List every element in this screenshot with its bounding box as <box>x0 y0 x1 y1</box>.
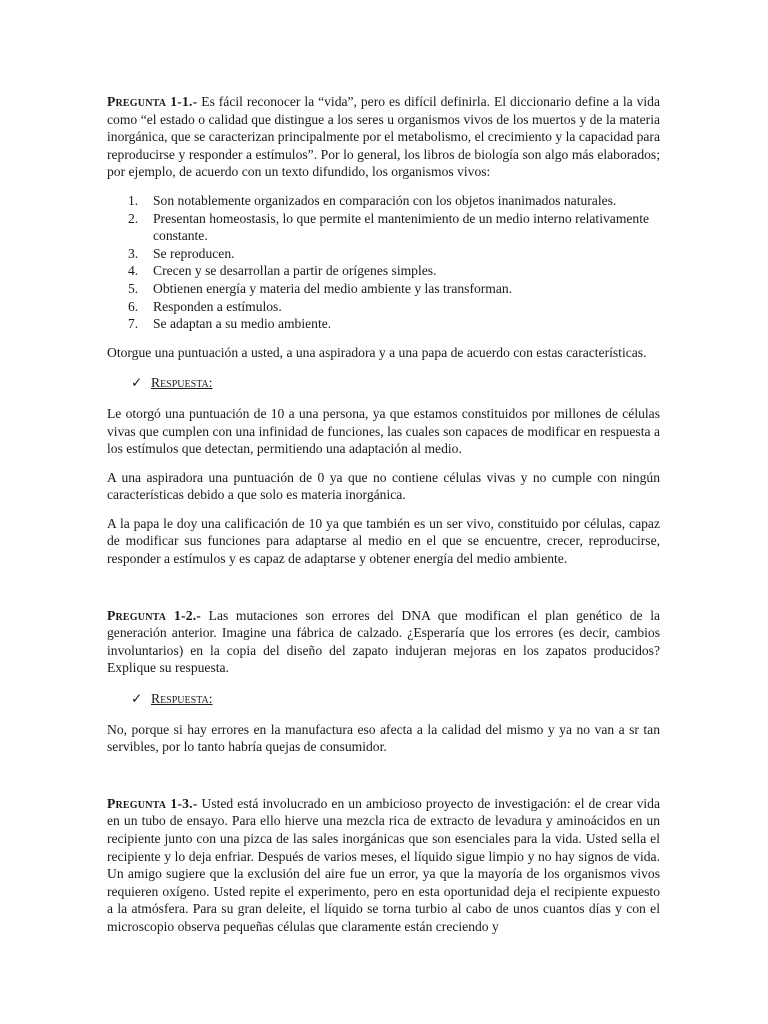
answer-paragraph: A una aspiradora una puntuación de 0 ya que no contiene células vivas y no cumple con ningún características debido a que solo es materia inorgánica. <box>107 469 660 503</box>
list-text: Crecen y se desarrollan a partir de orígenes simples. <box>153 263 437 279</box>
list-item <box>128 192 660 210</box>
list-item <box>128 280 660 298</box>
list-item <box>128 262 660 280</box>
list-number: 5. <box>128 280 139 296</box>
list-text: Presentan homeostasis, lo que permite el mantenimiento de un medio interno relativamente constante. <box>153 210 650 244</box>
question-label: Pregunta 1-2.- <box>107 607 202 623</box>
question-label: Pregunta 1-1.- <box>107 94 198 109</box>
answer-heading <box>107 374 660 392</box>
list-text: Se reproducen. <box>153 245 235 261</box>
question-text: Las mutaciones son errores del DNA que modifican el plan genético de la generación anterior. Imagine una fábrica de calzado. ¿Esperaría que los errores (es decir, cambios involuntarios) en la copia del diseño del zapato indujeran mejoras en los zapatos producidos? Explique su respuesta. <box>107 607 661 676</box>
list-item <box>128 245 660 263</box>
check-icon: ✓ <box>131 691 143 707</box>
list-text: Se adaptan a su medio ambiente. <box>153 316 332 332</box>
list-number: 2. <box>128 210 139 226</box>
list-text: Son notablemente organizados en comparación con los objetos inanimados naturales. <box>153 192 617 208</box>
question-1-2 <box>107 607 660 677</box>
answer-paragraph: A la papa le doy una calificación de 10 ya que también es un ser vivo, constituido por células, capaz de modificar sus funciones para adaptarse al medio en el que se encuentre, crecer, reproducirse, responder a estímulos y es capaz de adaptarse y obtener energía del medio ambiente. <box>107 515 660 567</box>
list-number: 3. <box>128 245 139 261</box>
list-item <box>128 298 660 316</box>
answer-paragraph: Le otorgó una puntuación de 10 a una persona, ya que estamos constituidos por millones de células vivas que cumplen con una infinidad de funciones, las cuales son capaces de modificar en respuesta a los estímulos que detectan, permitiendo una adaptación al medio. <box>107 405 660 457</box>
check-icon: ✓ <box>131 375 143 391</box>
question-label: Pregunta 1-3.- <box>107 795 198 811</box>
answer-heading <box>107 690 660 708</box>
question-text: Es fácil reconocer la “vida”, pero es difícil definirla. El diccionario define a la vida como “el estado o calidad que distingue a los seres u organismos vivos de los muertos y de la materia inorgánica, que se caracterizan principalmente por el metabolismo, el crecimiento y la capacidad para reproducirse y responder a estímulos”. Por lo general, los libros de biología son algo más elaborados; por ejemplo, de acuerdo con un texto difundido, los organismos vivos: <box>107 94 660 180</box>
criteria-list <box>107 192 660 333</box>
list-text: Obtienen energía y materia del medio ambiente y las transforman. <box>153 280 513 296</box>
list-number: 6. <box>128 298 139 314</box>
list-number: 4. <box>128 263 139 279</box>
list-item <box>128 210 660 245</box>
question-prompt: Otorgue una puntuación a usted, a una aspiradora y a una papa de acuerdo con estas características. <box>107 344 647 360</box>
answer-label: Respuesta: <box>151 691 213 707</box>
answer-label: Respuesta: <box>151 375 213 391</box>
answer-paragraph: No, porque si hay errores en la manufactura eso afecta a la calidad del mismo y ya no van a sr tan servibles, por lo tanto habría quejas de consumidor. <box>107 721 660 755</box>
question-1-1 <box>107 93 660 181</box>
question-1-3 <box>107 795 660 936</box>
list-item <box>128 315 660 333</box>
document-page <box>107 93 660 936</box>
list-text: Responden a estímulos. <box>153 298 282 314</box>
list-number: 7. <box>128 316 139 332</box>
question-text: Usted está involucrado en un ambicioso proyecto de investigación: el de crear vida en un tubo de ensayo. Para ello hierve una mezcla rica de extracto de levadura y aminoácidos en un recipiente junto con una pizca de las sales inorgánicas que son esenciales para la vida. Usted sella el recipiente y lo deja enfriar. Después de varios meses, el líquido sigue limpio y no hay signos de vida. Un amigo sugiere que la exclusión del aire fue un error, ya que la mayoría de los organismos vivos requieren oxígeno. Usted repite el experimento, pero en esta oportunidad deja el recipiente expuesto a la atmósfera. Para su gran deleite, el líquido se torna turbio al cabo de unos cuantos días y con el microscopio observa pequeñas células que claramente están creciendo y <box>107 795 661 934</box>
list-number: 1. <box>128 192 139 208</box>
